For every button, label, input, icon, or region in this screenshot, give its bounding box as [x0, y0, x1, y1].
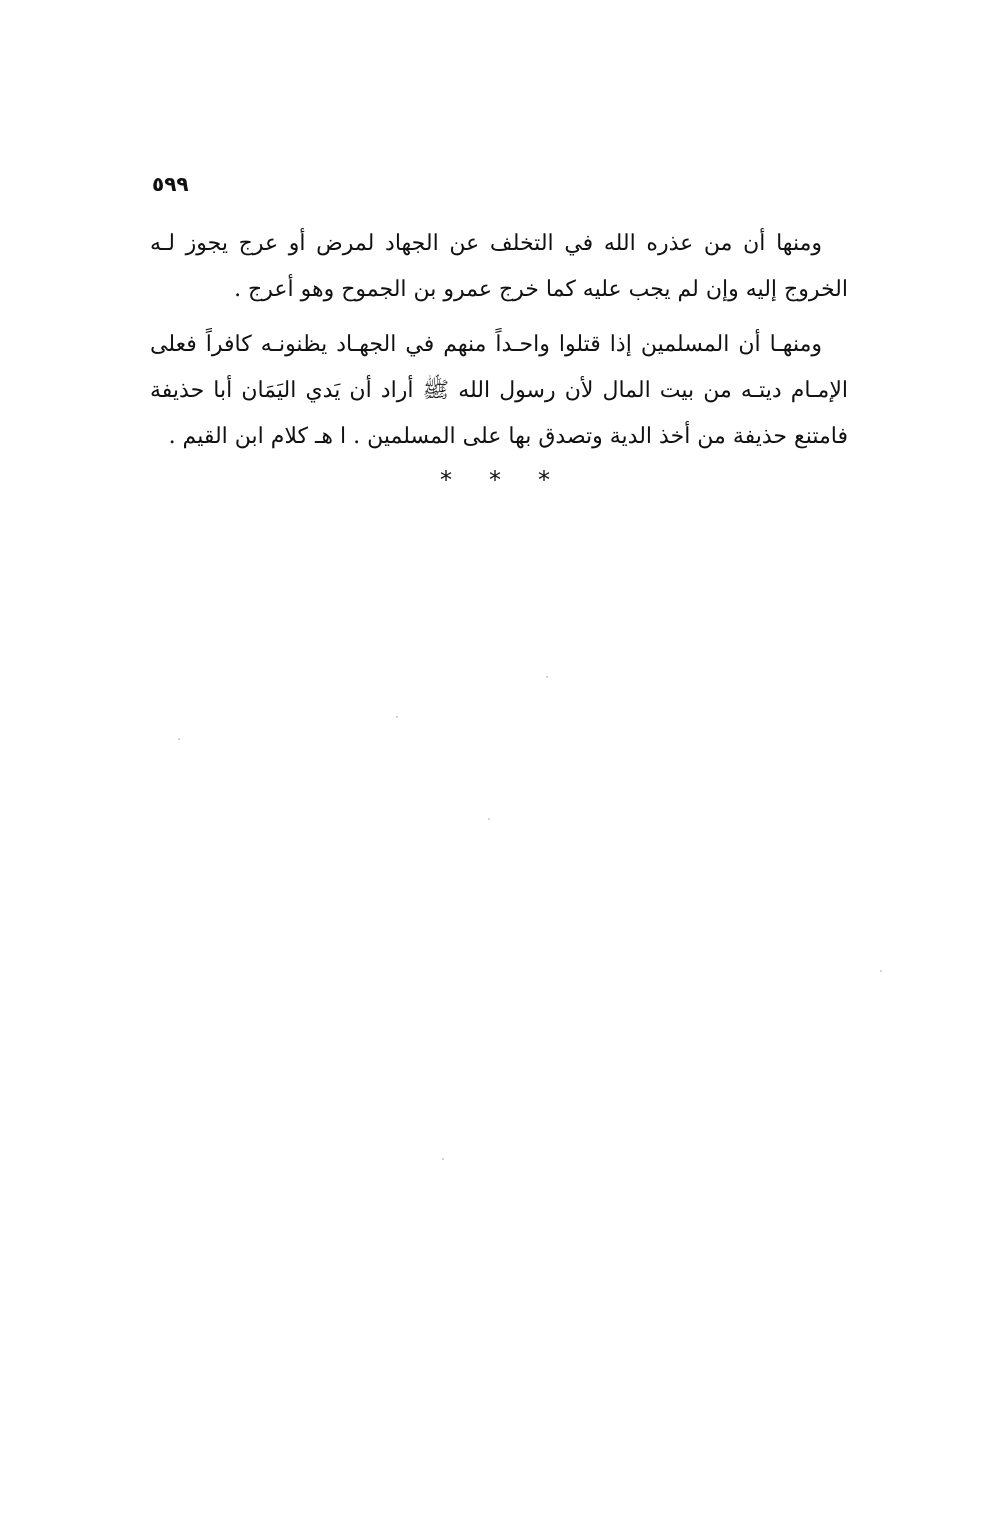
scan-speck: [396, 716, 398, 718]
separator-asterisk: *: [538, 466, 550, 494]
scan-speck: [488, 818, 490, 820]
scan-speck: [880, 970, 882, 972]
paragraph-2: ومنهـا أن المسلمين إذا قتلوا واحـداً منهم في الجهـاد يظنونـه كافراً فعلى الإمـام ديتـه من بيت المال لأن رسول الله ﷺ أراد أن يَدي اليَمَان أبا حذيفة فامتنع حذيفة من أخذ الدية وتصدق بها على المسلمين . ا هـ كلام ابن القيم .: [150, 332, 848, 449]
page-number: ٥٩٩: [152, 172, 189, 196]
section-separator: [440, 466, 550, 494]
scan-speck: [546, 676, 548, 678]
separator-asterisk: *: [489, 466, 501, 494]
separator-asterisk: *: [440, 466, 452, 494]
scan-speck: [442, 1158, 444, 1160]
paragraph-1: ومنها أن من عذره الله في التخلف عن الجهاد لمرض أو عرج يجوز لـه الخروج إليه وإن لم يجب عليه كما خرج عمرو بن الجموح وهو أعرج .: [150, 231, 848, 302]
scan-speck: [178, 738, 180, 740]
